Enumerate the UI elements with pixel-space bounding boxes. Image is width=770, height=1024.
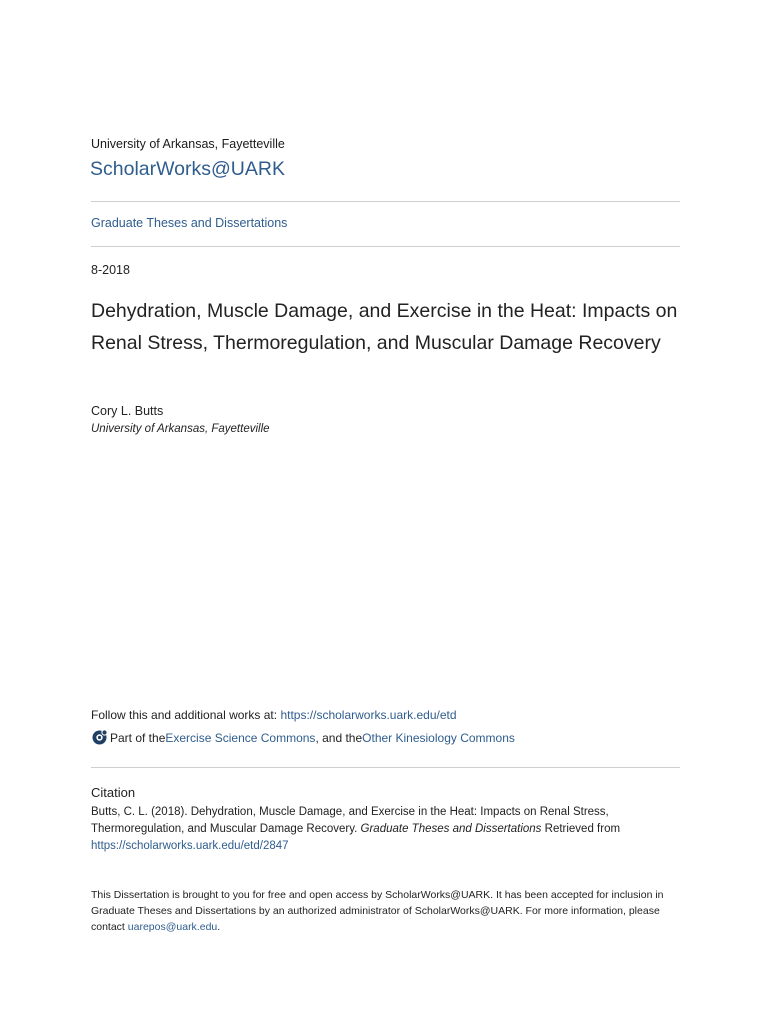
author-name: Cory L. Butts <box>91 404 164 418</box>
contact-email-link[interactable]: uarepos@uark.edu <box>127 921 218 933</box>
citation-body: Butts, C. L. (2018). Dehydration, Muscle Damage, and Exercise in the Heat: Impacts on Renal Stress, Thermoregulation, and Muscular Damage Recovery. <box>91 806 609 835</box>
access-notice <box>91 887 681 935</box>
citation-text <box>91 804 681 855</box>
part-of-line <box>91 729 515 746</box>
network-icon <box>91 729 108 746</box>
follow-line <box>91 708 457 722</box>
author-affiliation: University of Arkansas, Fayetteville <box>91 423 270 435</box>
exercise-science-commons-link[interactable]: Exercise Science Commons <box>165 730 316 745</box>
publication-date: 8-2018 <box>91 263 130 277</box>
access-notice-end: . <box>217 921 221 933</box>
citation-retrieved: Retrieved from <box>541 823 621 835</box>
part-of-prefix: Part of the <box>110 730 166 745</box>
collection-link[interactable]: Graduate Theses and Dissertations <box>91 216 288 230</box>
citation-heading: Citation <box>91 785 136 800</box>
access-notice-text: This Dissertation is brought to you for free and open access by ScholarWorks@UARK. It has been accepted for inclusion in Graduate Theses and Dissertations by an authorized administrator of ScholarWorks@UARK. For more information, please contact <box>91 889 664 933</box>
divider-top <box>91 201 680 202</box>
divider-middle <box>91 246 680 247</box>
citation-journal: Graduate Theses and Dissertations <box>360 823 542 835</box>
institution-name: University of Arkansas, Fayetteville <box>91 137 285 151</box>
repository-link[interactable]: ScholarWorks@UARK <box>90 158 285 180</box>
other-kinesiology-commons-link[interactable]: Other Kinesiology Commons <box>362 730 515 745</box>
part-of-middle: , and the <box>315 730 363 745</box>
citation-url-link[interactable]: https://scholarworks.uark.edu/etd/2847 <box>91 840 289 852</box>
document-title: Dehydration, Muscle Damage, and Exercise in the Heat: Impacts on Renal Stress, Thermoregulation, and Muscular Damage Recovery <box>91 300 678 354</box>
divider-citation <box>91 767 680 768</box>
follow-url-link[interactable]: https://scholarworks.uark.edu/etd <box>280 708 457 722</box>
follow-prefix: Follow this and additional works at: <box>91 708 281 722</box>
